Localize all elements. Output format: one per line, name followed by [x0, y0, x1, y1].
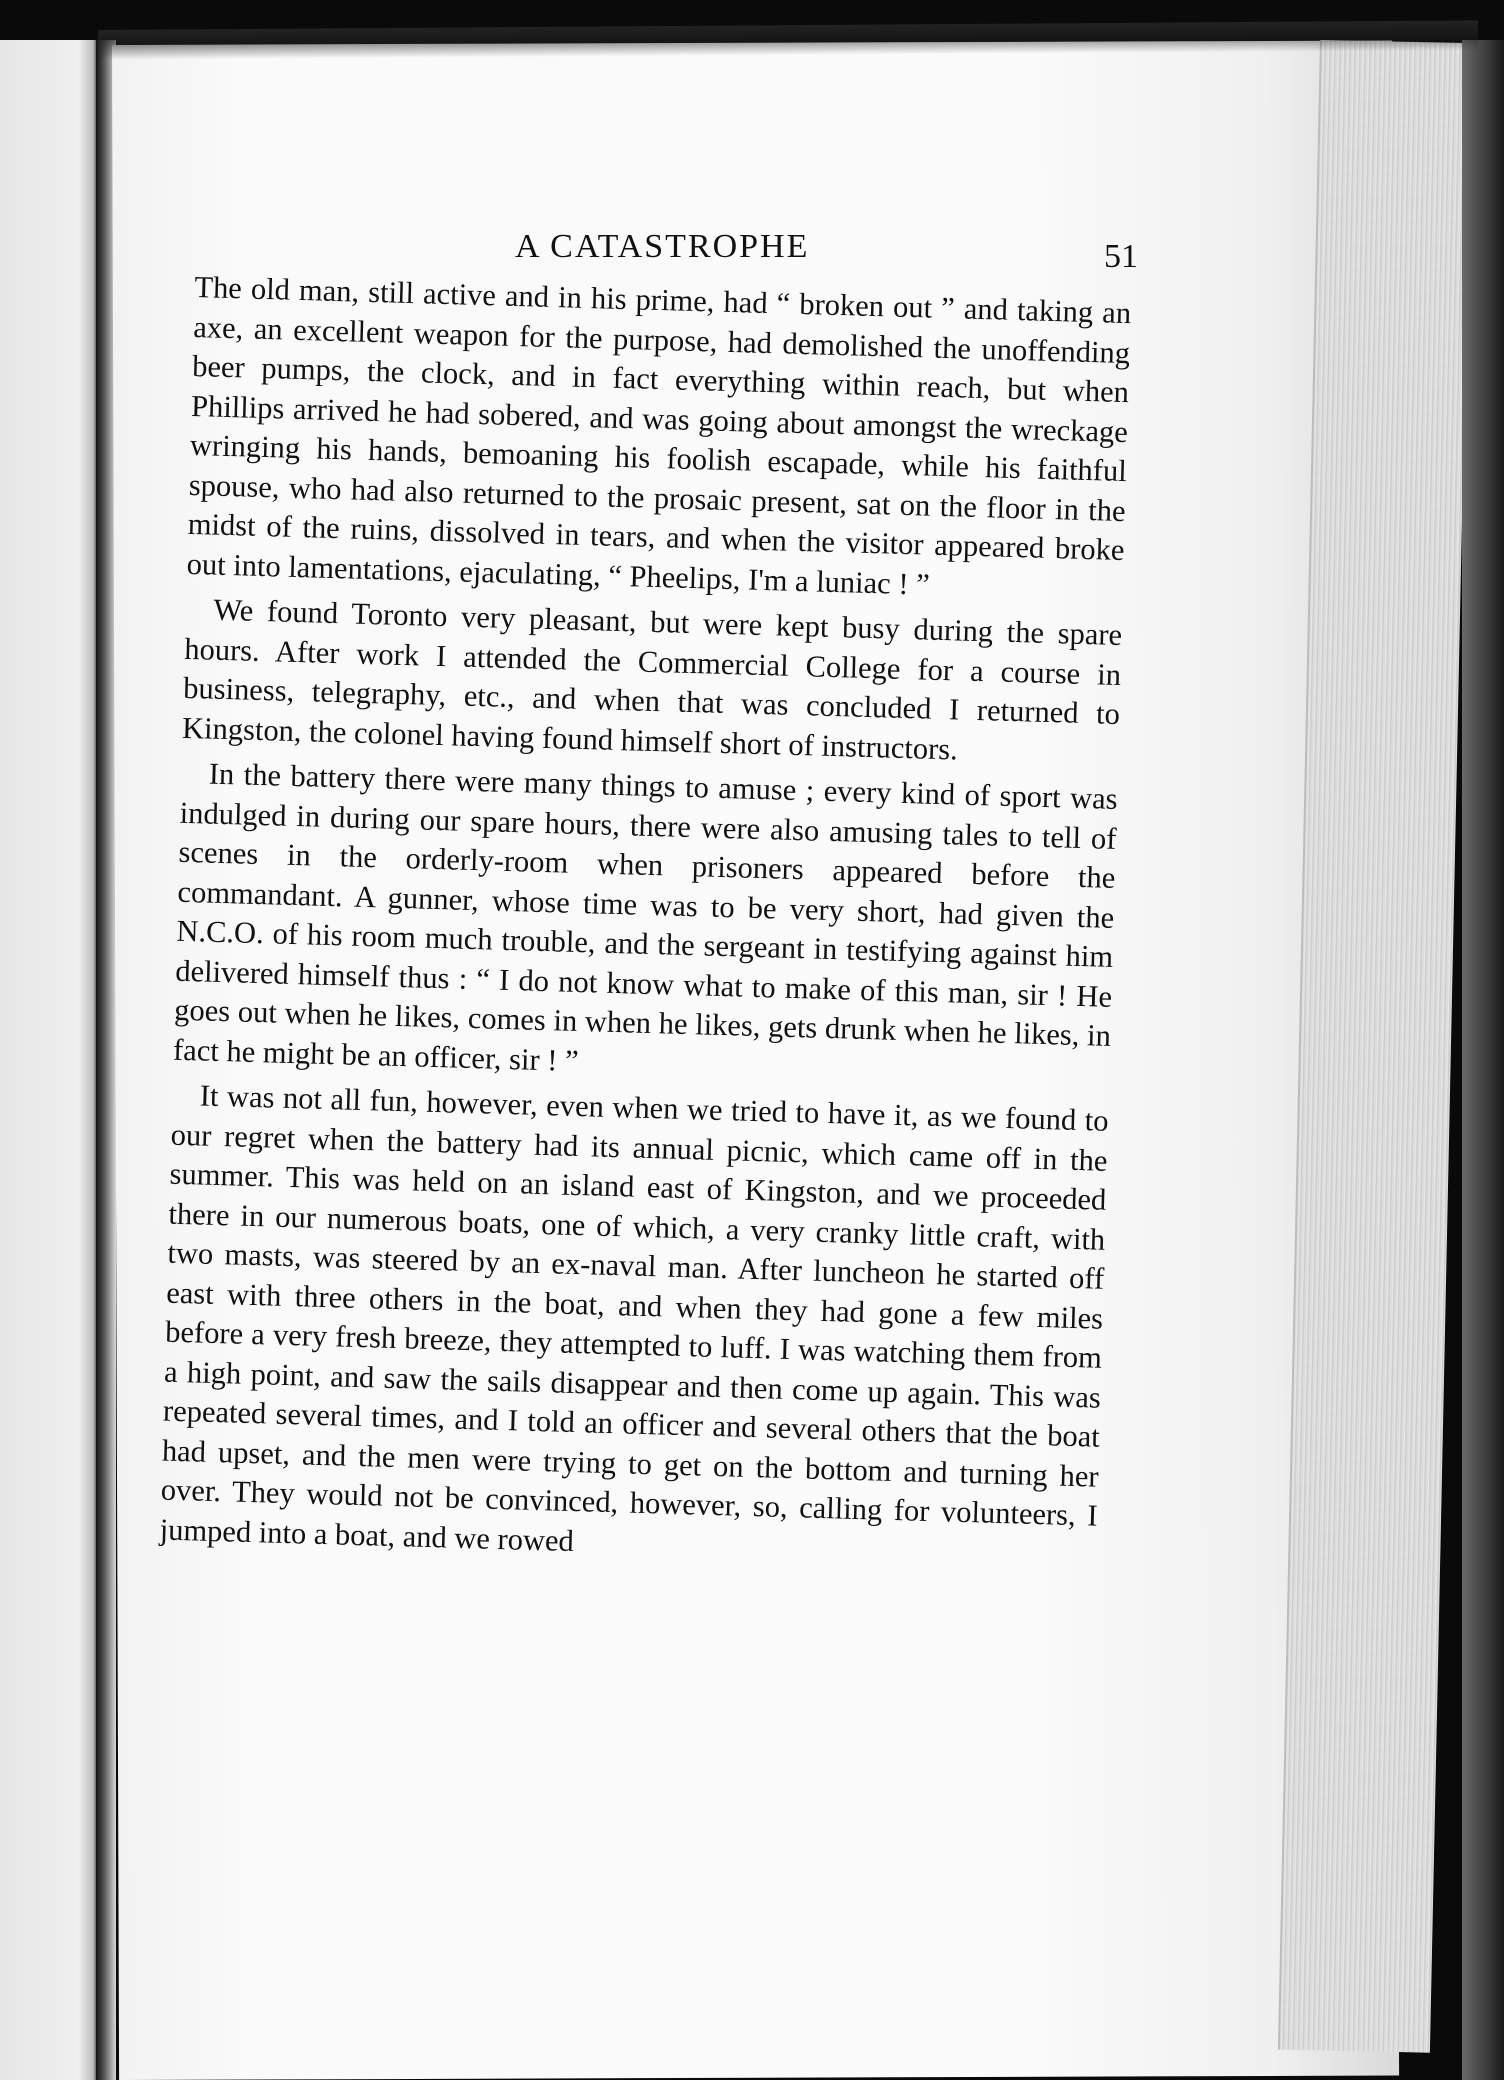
paragraph: The old man, still active and in his prime, had “ broken out ” and taking an axe, an excellent weapon for the purpose, had demolished the unoffending beer pumps, the clock, and in fact everything within reach, but when Phillips arrived he had sobered, and was going about amongst the wreckage wringing his hands, bemoaning his foolish escapade, while his faithful spouse, who had also returned to the prosaic present, sat on the floor in the midst of the ruins, dissolved in tears, and when the visitor appeared broke out into lamentations, ejaculating, “ Pheelips, I'm a luniac ! ” [186, 269, 1132, 602]
paragraph: It was not all fun, however, even when we tried to have it, as we found to our regret when the battery had its annual picnic, which came off in the summer. This was held on an island east of Kingston, and we proceeded there in our numerous boats, one of which, a very cranky little craft, with two masts, was steered by an ex-naval man. After luncheon he started off east with three others in the boat, and when they had gone a few miles before a very fresh breeze, they attempted to luff. I was watching them from a high point, and saw the sails disappear and then come up again. This was repeated several times, and I told an officer and several others that the boat had upset, and the men were trying to get on the bottom and turning her over. They would not be convinced, however, so, calling for volunteers, I jumped into a boat, and we rowed [159, 1078, 1110, 1558]
paragraph: We found Toronto very pleasant, but were kept busy during the spare hours. After work I attended the Commercial College for a course in business, telegraphy, etc., and when that was concluded I returned to Kingston, the colonel having found himself short of instructors. [181, 592, 1123, 766]
running-head: A CATASTROPHE [515, 228, 810, 265]
page-number: 51 [1104, 238, 1138, 275]
left-page-edge [0, 40, 98, 2080]
paragraph: In the battery there were many things to amuse ; every kind of sport was indulged in during our spare hours, there were also amusing tales to tell of scenes in the orderly-room when prisoners appeared before the commandant. A gunner, whose time was to be very short, had given the N.C.O. of his room much trouble, and the sergeant in testifying against him delivered himself thus : “ I do not know what to make of this man, sir ! He goes out when he likes, comes in when he likes, gets drunk when he likes, in fact he might be an officer, sir ! ” [172, 756, 1119, 1078]
page-stack-shadow [1462, 40, 1504, 2080]
body-text [159, 268, 1131, 1576]
